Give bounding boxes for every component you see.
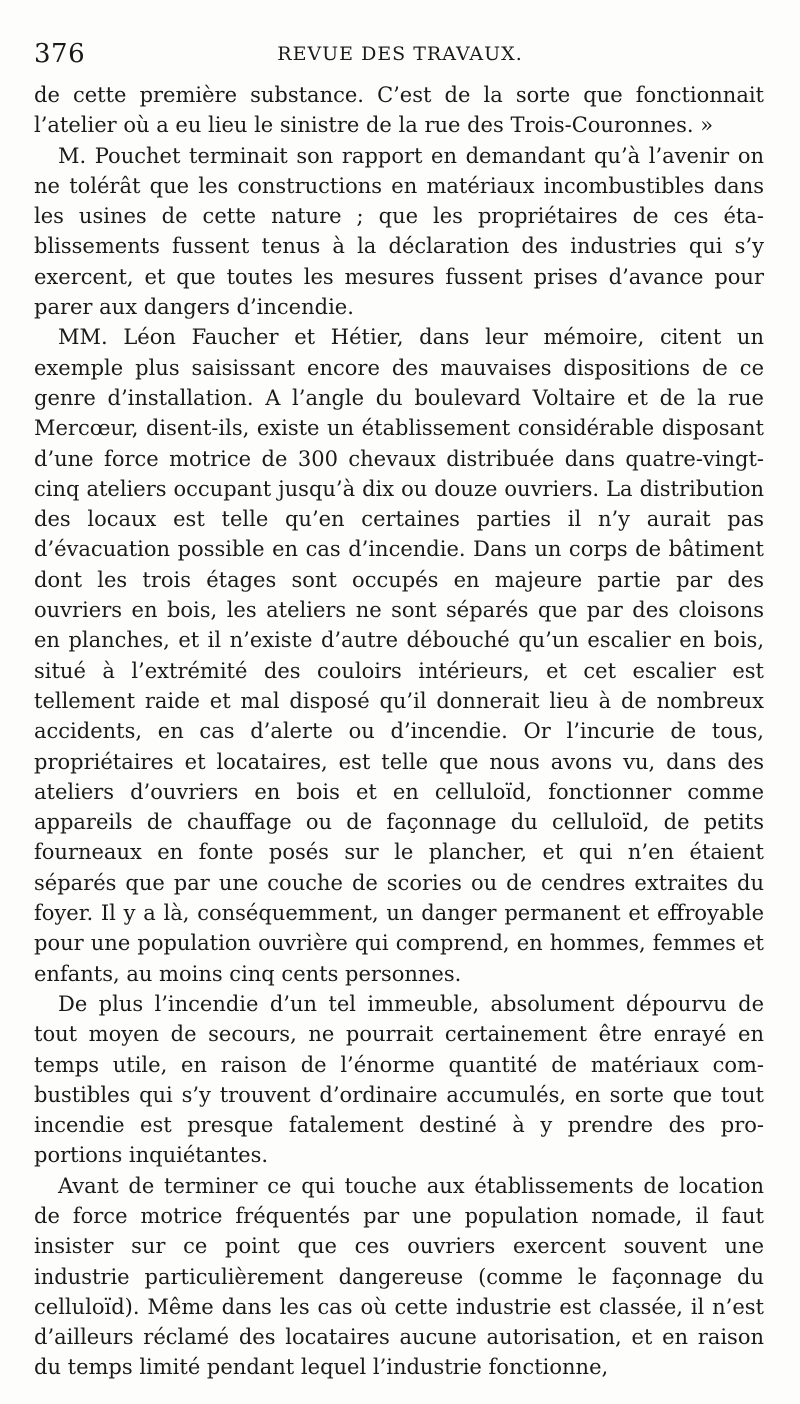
paragraph: M. Pouchet terminait son rapport en demandant qu’à l’avenir on ne tolérât que les constructions en matériaux incombustibles dans les usines de cette nature ; que les propriétaires de ces établissements fussent tenus à la déclaration des industries qui s’y exercent, et que toutes les mesures fussent prises d’avance pour parer aux dangers d’incendie. — [34, 143, 764, 320]
page-number: 376 — [34, 39, 86, 69]
body-text — [34, 80, 764, 1383]
running-title: REVUE DES TRAVAUX. — [277, 43, 523, 65]
paragraph: Avant de terminer ce qui touche aux établissements de location de force motrice fréquentés par une population nomade, il faut insister sur ce point que ces ouvriers exercent souvent une industrie particulièrement dangereuse (comme le façonnage du celluloïd). Même dans les cas où cette industrie est classée, il n’est d’ailleurs réclamé des locataires aucune autorisation, et en raison du temps limité pendant lequel l’industrie fonctionne, — [34, 1173, 764, 1380]
paragraph: De plus l’incendie d’un tel immeuble, absolument dépourvu de tout moyen de secours, ne pourrait certainement être enrayé en temps utile, en raison de l’énorme quantité de matériaux combustibles qui s’y trouvent d’ordinaire accumulés, en sorte que tout incendie est presque fatalement destiné à y prendre des proportions inquiétantes. — [34, 991, 764, 1168]
paragraph: de cette première substance. C’est de la sorte que fonctionnait l’atelier où a eu lieu le sinistre de la rue des Trois-Couronnes. » — [34, 83, 764, 138]
running-head — [34, 36, 766, 72]
paragraph: MM. Léon Faucher et Hétier, dans leur mémoire, citent un exemple plus saisissant encore des mauvaises dispositions de ce genre d’installation. A l’angle du boulevard Voltaire et de la rue Mercœur, disent-ils, existe un établissement considérable disposant d’une force motrice de 300 chevaux distribuée dans quatre-vingt-cinq ateliers occupant jusqu’à dix ou douze ouvriers. La distribution des locaux est telle qu’en certaines parties il n’y aurait pas d’évacuation possible en cas d’incendie. Dans un corps de bâtiment dont les trois étages sont occupés en majeure partie par des ouvriers en bois, les ateliers ne sont séparés que par des cloisons en planches, et il n’existe d’autre débouché qu’un escalier en bois, situé à l’extrémité des couloirs intérieurs, et cet escalier est tellement raide et mal disposé qu’il donnerait lieu à de nombreux accidents, en cas d’alerte ou d’incendie. Or l’incurie de tous, propriétaires et locataires, est telle que nous avons vu, dans des ateliers d’ouvriers en bois et en celluloïd, fonctionner comme appareils de chauffage ou de façonnage du celluloïd, de petits fourneaux en fonte posés sur le plancher, et qui n’en étaient séparés que par une couche de scories ou de cendres extraites du foyer. Il y a là, conséquemment, un danger permanent et effroyable pour une population ouvrière qui comprend, en hommes, femmes et enfants, au moins cinq cents personnes. — [34, 325, 764, 986]
